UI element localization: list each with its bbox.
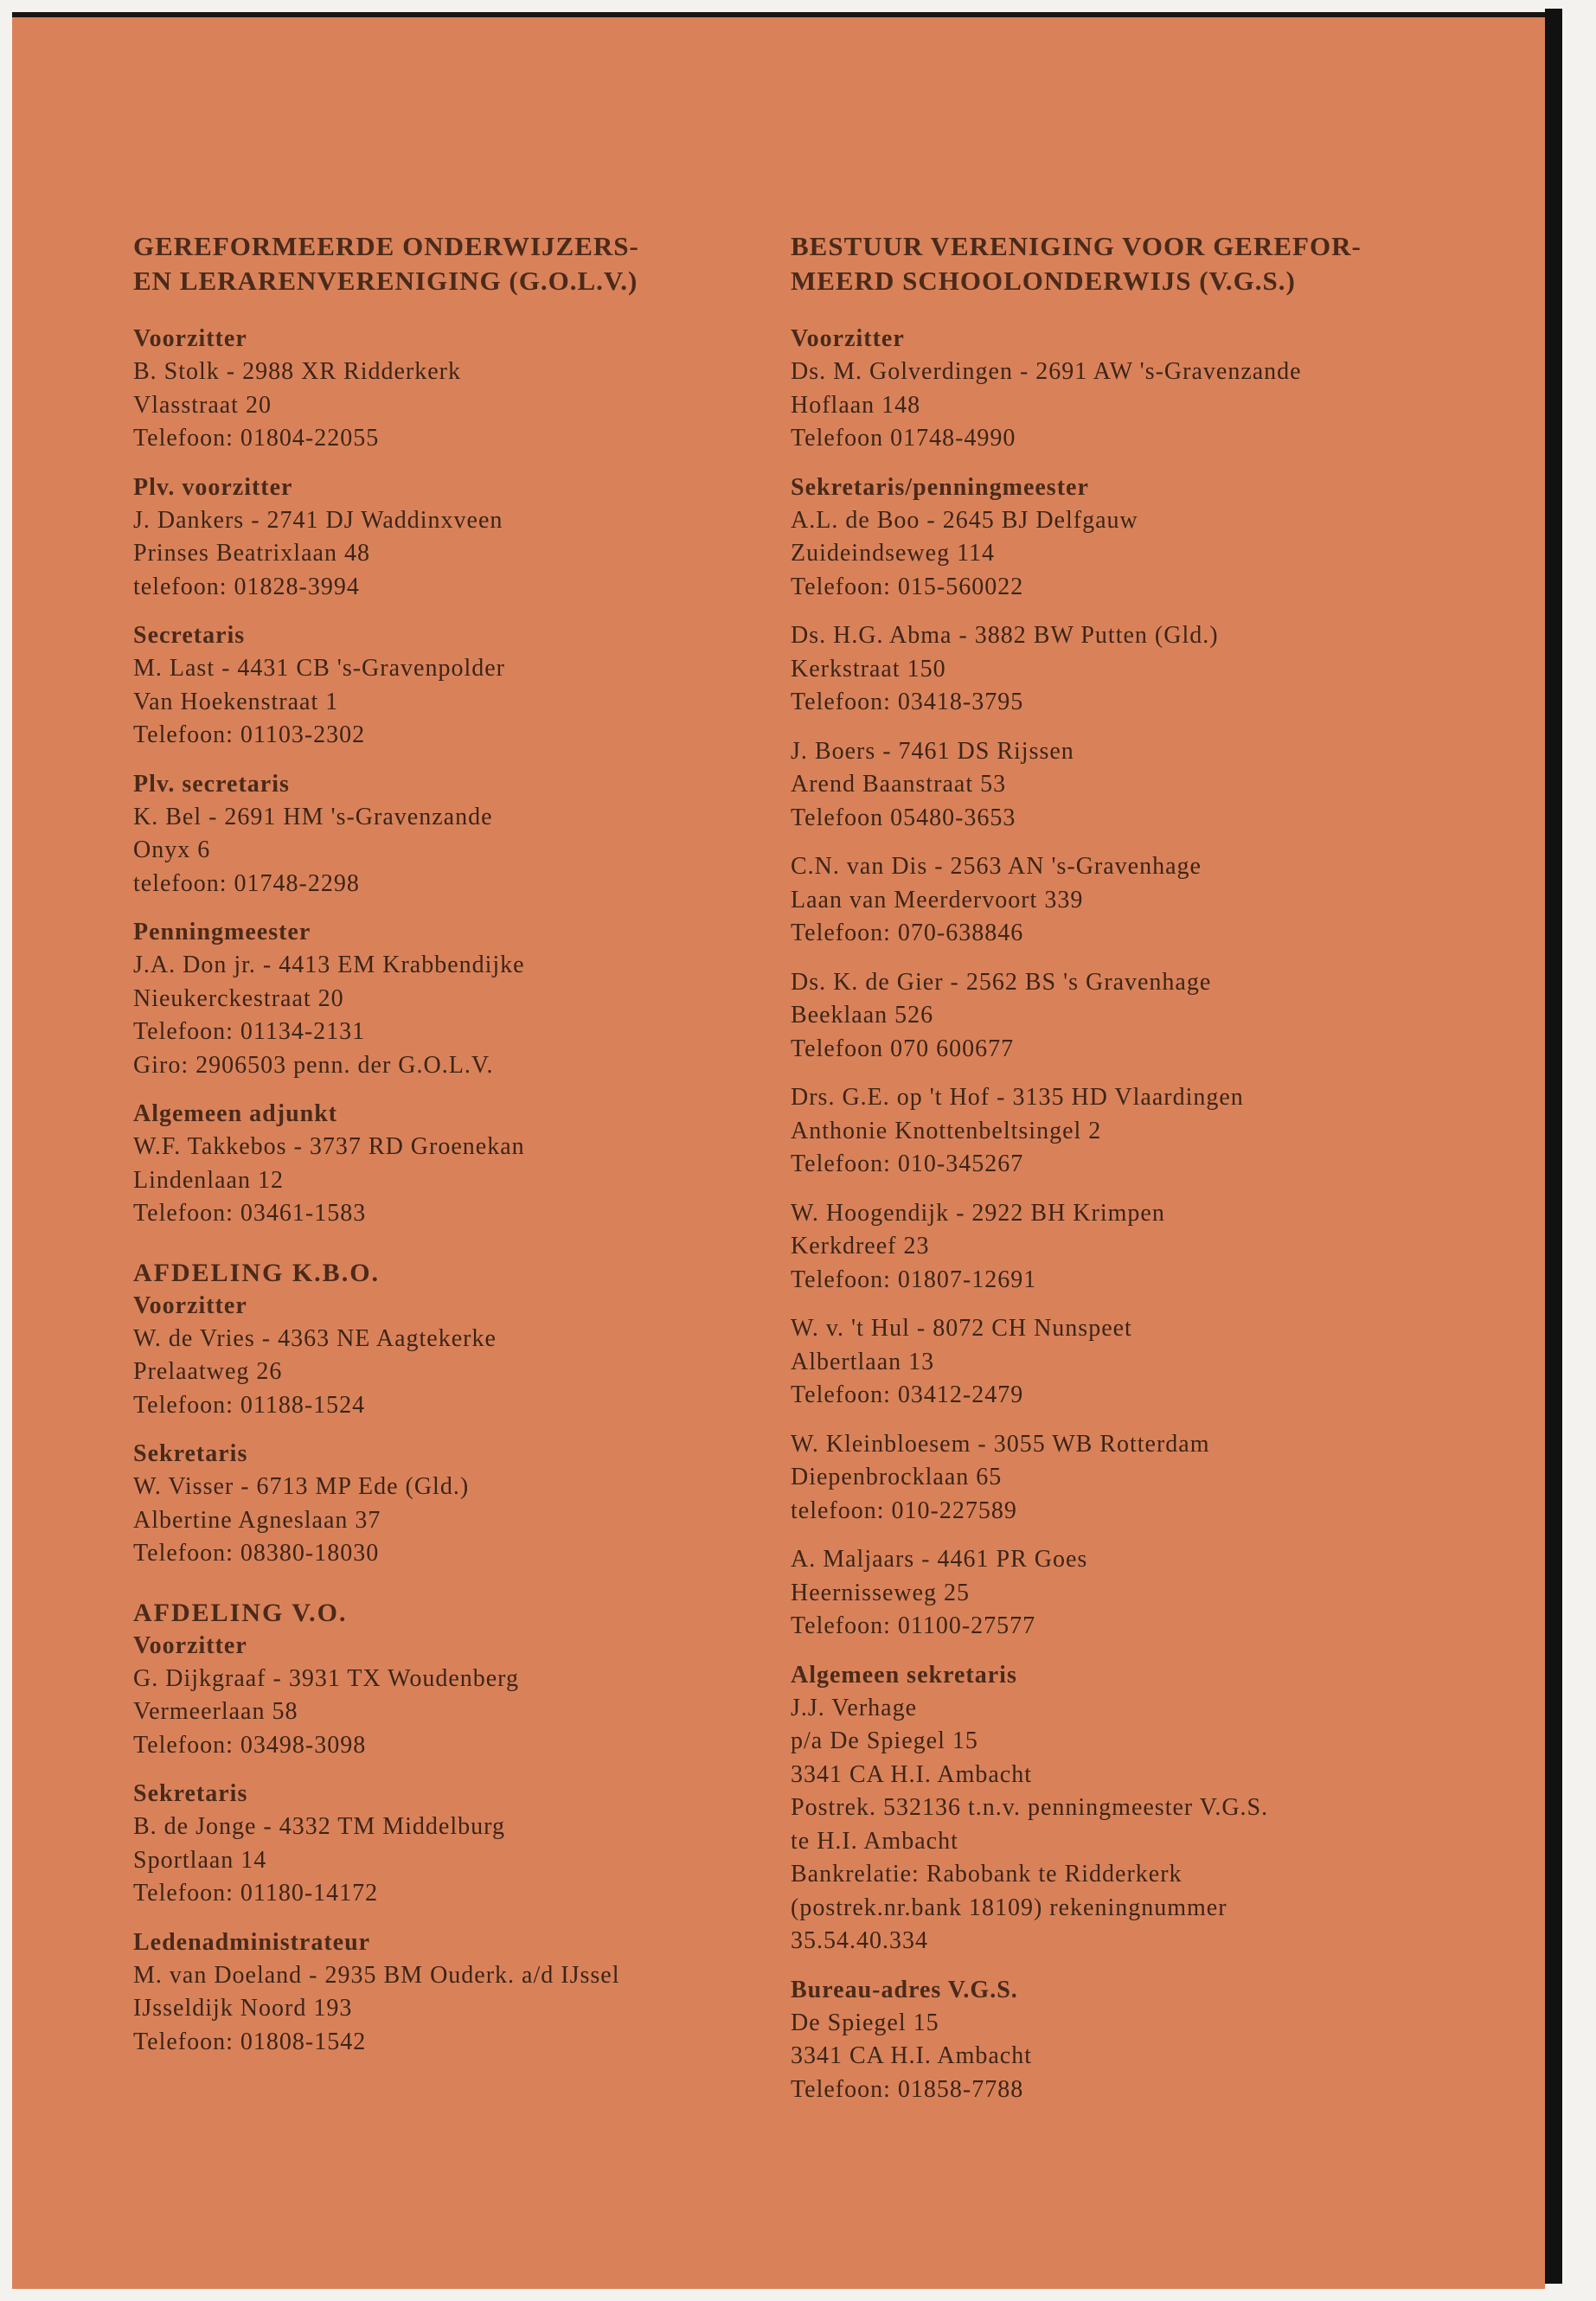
contact-line: 3341 CA H.I. Ambacht	[791, 2042, 1032, 2069]
contact-line: Beeklaan 526	[791, 1002, 934, 1029]
contact-line: Vlasstraat 20	[133, 391, 272, 419]
contact-block	[791, 471, 1465, 605]
contact-line: Telefoon: 03418-3795	[791, 689, 1024, 715]
contact-line: telefoon: 01828-3994	[133, 573, 360, 600]
contact-line: Ds. H.G. Abma - 3882 BW Putten (Gld.)	[791, 622, 1219, 649]
contact-line: M. Last - 4431 CB 's-Gravenpolder	[133, 655, 505, 682]
contact-line: Telefoon: 01180-14172	[133, 1880, 379, 1907]
contact-line: Heernisseweg 25	[791, 1579, 971, 1606]
contact-line: Telefoon: 01103-2302	[133, 721, 366, 748]
contact-line: Telefoon: 03498-3098	[133, 1731, 367, 1759]
contact-line: G. Dijkgraaf - 3931 TX Woudenberg	[133, 1664, 519, 1692]
role-label: Penningmeester	[133, 919, 311, 945]
vgs-column	[791, 229, 1465, 2122]
contact-line: Giro: 2906503 penn. der G.O.L.V.	[133, 1051, 494, 1079]
afdeling-vo-title: AFDELING V.O.	[133, 1598, 348, 1627]
contact-line: Telefoon: 03412-2479	[791, 1381, 1024, 1408]
contact-line: telefoon: 010-227589	[791, 1497, 1017, 1524]
role-label: Sekretaris	[133, 1780, 248, 1807]
contact-line: Ds. K. de Gier - 2562 BS 's Gravenhage	[791, 968, 1212, 996]
page	[12, 12, 1545, 2289]
role-label: Sekretaris/penningmeester	[791, 473, 1089, 501]
contact-line: Zuideindseweg 114	[791, 540, 996, 567]
contact-line: J.A. Don jr. - 4413 EM Krabbendijke	[133, 952, 525, 978]
contact-line: J. Boers - 7461 DS Rijssen	[791, 737, 1074, 765]
contact-line: Diepenbrocklaan 65	[791, 1464, 1003, 1490]
contact-line: Telefoon 05480-3653	[791, 804, 1016, 831]
contact-line: Telefoon: 070-638846	[791, 920, 1024, 946]
role-label: Ledenadministrateur	[133, 1928, 371, 1956]
contact-line: Telefoon: 08380-18030	[133, 1540, 380, 1567]
contact-line: B. Stolk - 2988 XR Ridderkerk	[133, 358, 461, 385]
contact-line: Telefoon: 01804-22055	[133, 425, 380, 452]
contact-block	[133, 619, 791, 753]
contact-line: Anthonie Knottenbeltsingel 2	[791, 1117, 1102, 1144]
role-label: Bureau-adres V.G.S.	[791, 1976, 1018, 2003]
contact-block	[791, 1312, 1465, 1413]
contact-block	[791, 1543, 1465, 1644]
section-heading	[133, 229, 791, 298]
contact-line: Telefoon 070 600677	[791, 1035, 1015, 1062]
role-label: Voorzitter	[133, 1631, 247, 1659]
contact-line: Sportlaan 14	[133, 1846, 267, 1874]
role-label: Plv. voorzitter	[133, 473, 293, 501]
contact-line: Telefoon: 03461-1583	[133, 1200, 367, 1227]
contact-block	[791, 735, 1465, 836]
contact-line: 35.54.40.334	[791, 1927, 928, 1954]
golv-column	[133, 229, 791, 2074]
contact-line: A. Maljaars - 4461 PR Goes	[791, 1546, 1088, 1573]
heading-line: EN LERARENVERENIGING (G.O.L.V.)	[133, 266, 638, 296]
contact-line: Arend Baanstraat 53	[791, 771, 1007, 798]
contact-block	[133, 323, 791, 456]
contact-line: M. van Doeland - 2935 BM Ouderk. a/d IJssel	[133, 1961, 620, 1989]
contact-line: Telefoon: 01807-12691	[791, 1266, 1037, 1293]
role-label: Secretaris	[133, 622, 246, 649]
contact-line: W.F. Takkebos - 3737 RD Groenekan	[133, 1133, 525, 1160]
contact-line: Drs. G.E. op 't Hof - 3135 HD Vlaardingen	[791, 1084, 1244, 1111]
afdeling-kbo-title: AFDELING K.B.O.	[133, 1258, 381, 1287]
contact-line: Albertlaan 13	[791, 1348, 935, 1375]
contact-line: (postrek.nr.bank 18109) rekeningnummer	[791, 1894, 1227, 1921]
contact-block	[791, 1197, 1465, 1298]
contact-line: Telefoon: 01858-7788	[791, 2075, 1024, 2103]
contact-line: W. Visser - 6713 MP Ede (Gld.)	[133, 1473, 470, 1500]
role-label: Voorzitter	[133, 1292, 247, 1319]
contact-block	[791, 1659, 1465, 1958]
contact-line: Telefoon: 01808-1542	[133, 2028, 367, 2055]
contact-line: Van Hoekenstraat 1	[133, 688, 339, 715]
contact-line: Kerkstraat 150	[791, 655, 946, 683]
contact-line: Lindenlaan 12	[133, 1166, 284, 1194]
contact-line: Prinses Beatrixlaan 48	[133, 540, 370, 567]
role-label: Voorzitter	[791, 325, 905, 352]
contact-line: C.N. van Dis - 2563 AN 's-Gravenhage	[791, 853, 1202, 880]
contact-block	[133, 916, 791, 1082]
section-heading	[791, 229, 1465, 298]
contact-block	[133, 1778, 791, 1911]
contact-line: Vermeerlaan 58	[133, 1698, 298, 1725]
contact-line: K. Bel - 2691 HM 's-Gravenzande	[133, 803, 493, 830]
contact-block	[133, 1290, 791, 1423]
contact-line: Bankrelatie: Rabobank te Ridderkerk	[791, 1861, 1183, 1888]
contact-line: Postrek. 532136 t.n.v. penningmeester V.G.S.	[791, 1794, 1269, 1821]
contact-line: Telefoon: 015-560022	[791, 573, 1024, 600]
contact-line: Telefoon: 01188-1524	[133, 1391, 366, 1419]
contact-line: telefoon: 01748-2298	[133, 869, 360, 897]
contact-line: 3341 CA H.I. Ambacht	[791, 1760, 1032, 1788]
contact-block	[791, 1974, 1465, 2107]
contact-line: te H.I. Ambacht	[791, 1827, 958, 1855]
contact-line: Ds. M. Golverdingen - 2691 AW 's-Gravenzande	[791, 358, 1302, 385]
role-label: Sekretaris	[133, 1440, 248, 1467]
contact-line: Telefoon 01748-4990	[791, 425, 1016, 452]
contact-block	[791, 1081, 1465, 1182]
contact-line: Prelaatweg 26	[133, 1358, 283, 1385]
contact-line: W. Hoogendijk - 2922 BH Krimpen	[791, 1199, 1165, 1227]
contact-line: W. de Vries - 4363 NE Aagtekerke	[133, 1324, 497, 1352]
role-label: Algemeen sekretaris	[791, 1661, 1017, 1689]
role-label: Algemeen adjunkt	[133, 1100, 338, 1127]
contact-block	[791, 1428, 1465, 1529]
contact-line: Laan van Meerdervoort 339	[791, 886, 1084, 913]
contact-block	[133, 768, 791, 901]
contact-line: Telefoon: 010-345267	[791, 1150, 1024, 1177]
role-label: Plv. secretaris	[133, 770, 290, 798]
contact-line: J. Dankers - 2741 DJ Waddinxveen	[133, 506, 503, 534]
contact-block	[791, 619, 1465, 720]
contact-line: IJsseldijk Noord 193	[133, 1995, 353, 2022]
heading-line: GEREFORMEERDE ONDERWIJZERS-	[133, 231, 639, 261]
contact-block	[133, 471, 791, 605]
contact-line: W. Kleinbloesem - 3055 WB Rotterdam	[791, 1430, 1210, 1458]
contact-line: B. de Jonge - 4332 TM Middelburg	[133, 1813, 505, 1840]
contact-line: Onyx 6	[133, 836, 211, 863]
contact-line: p/a De Spiegel 15	[791, 1727, 978, 1754]
contact-line: Hoflaan 148	[791, 391, 921, 419]
contact-block	[133, 1438, 791, 1571]
contact-line: W. v. 't Hul - 8072 CH Nunspeet	[791, 1315, 1132, 1342]
contact-line: J.J. Verhage	[791, 1694, 918, 1721]
contact-block	[133, 1630, 791, 1763]
contact-line: A.L. de Boo - 2645 BJ Delfgauw	[791, 506, 1138, 534]
contact-block	[791, 966, 1465, 1067]
contact-line: Kerkdreef 23	[791, 1233, 930, 1259]
contact-line: Telefoon: 01100-27577	[791, 1612, 1036, 1639]
heading-line: MEERD SCHOOLONDERWIJS (V.G.S.)	[791, 266, 1296, 296]
contact-line: De Spiegel 15	[791, 2009, 939, 2036]
role-label: Voorzitter	[133, 325, 247, 352]
contact-line: Albertine Agneslaan 37	[133, 1506, 381, 1534]
contact-block	[133, 1098, 791, 1231]
contact-block	[791, 850, 1465, 951]
contact-line: Nieukerckestraat 20	[133, 984, 344, 1012]
contact-block	[133, 1926, 791, 2060]
contact-line: Telefoon: 01134-2131	[133, 1018, 366, 1045]
contact-block	[791, 323, 1465, 456]
binding-edge	[1545, 9, 1562, 2284]
heading-line: BESTUUR VERENIGING VOOR GEREFOR-	[791, 231, 1362, 261]
